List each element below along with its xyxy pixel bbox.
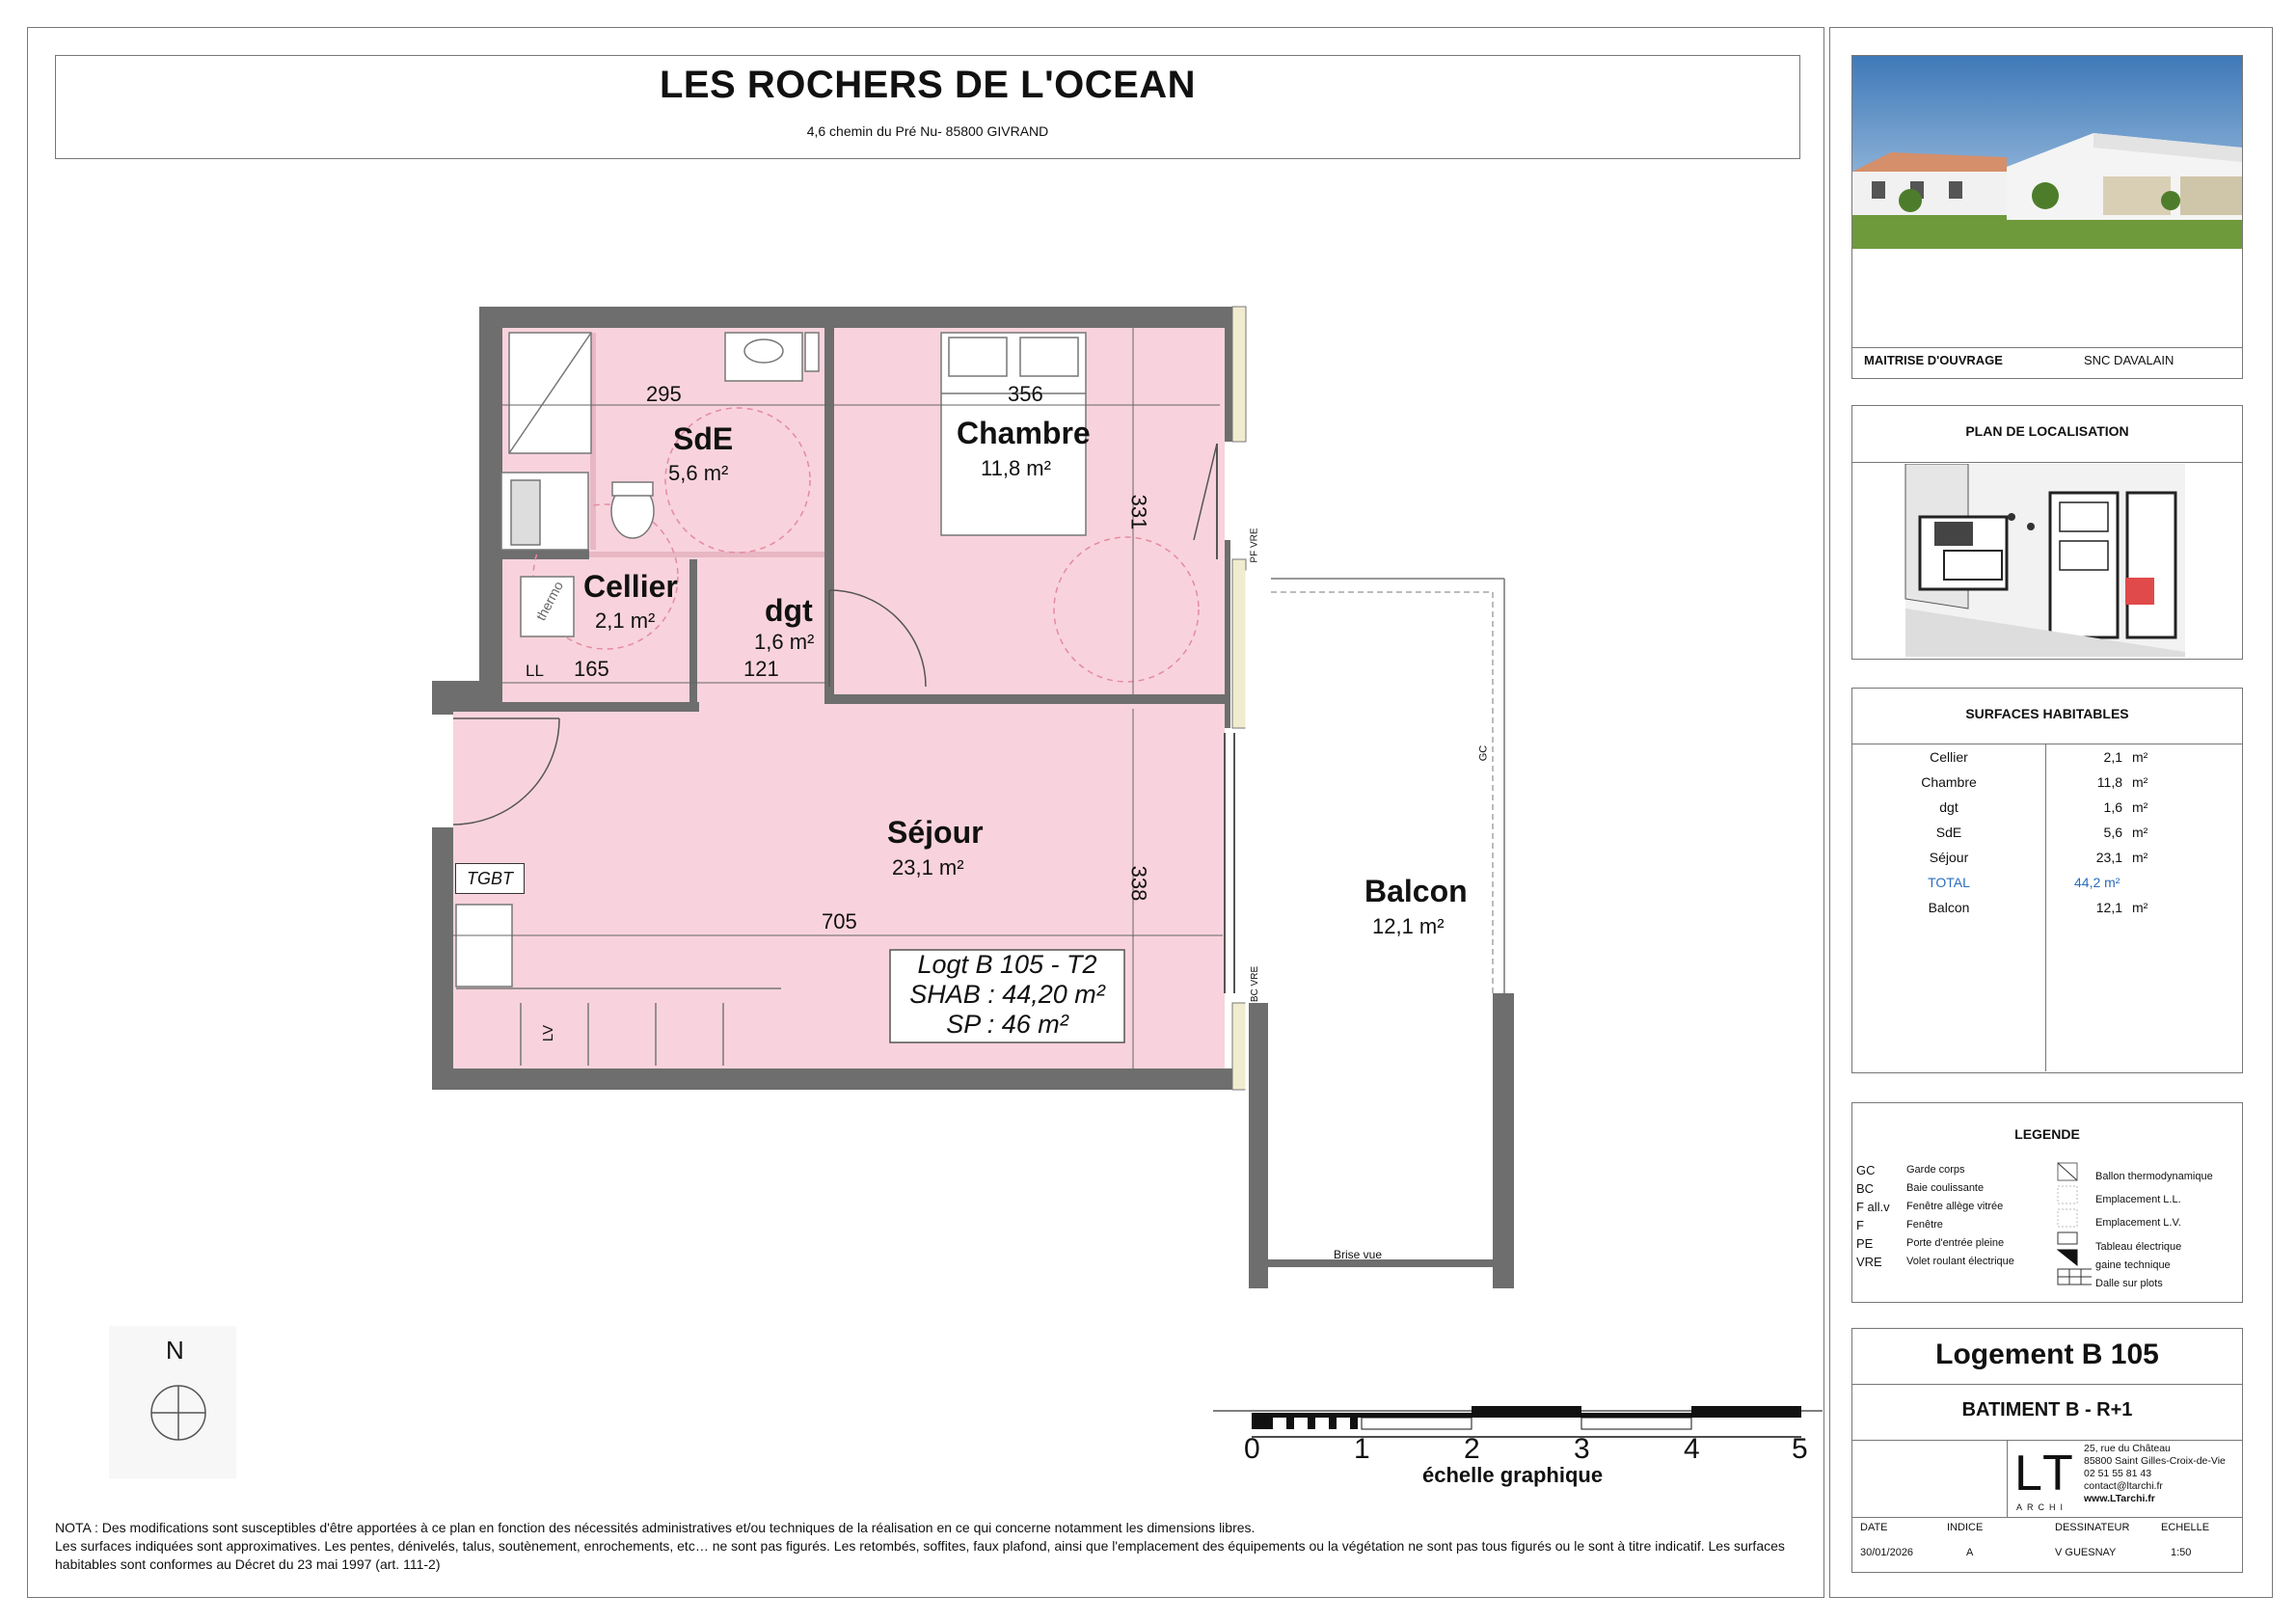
- room-name-sejour: Séjour: [887, 815, 984, 850]
- nota-line-2: Les surfaces indiquées sont approximatives. Les pentes, dénivelés, talus, soutènement, enrochements, etc… ne sont pas figurés. Les retombés, soffites, faux plafond, ainsi que l'emplacement des équipements ou la végétation ne sont pas tous figurés ou le sont à titre indicatif. Les surfaces habitables sont conformes au Décret du 23 mai 1997 (art. 111-2): [55, 1538, 1785, 1572]
- legend-abbr-item: [1856, 1255, 2068, 1273]
- surface-value: 11,8: [2096, 774, 2122, 790]
- scale-label: échelle graphique: [1422, 1463, 1604, 1487]
- office-address: [2084, 1443, 2226, 1505]
- scale-tick-3: 3: [1574, 1433, 1590, 1465]
- legend-symbol-item: Emplacement L.V.: [2095, 1217, 2181, 1229]
- header-indice: INDICE: [1947, 1522, 1984, 1533]
- address-line: www.LTarchi.fr: [2084, 1493, 2155, 1504]
- cooktop: [456, 905, 512, 987]
- room-name-balcon: Balcon: [1364, 874, 1468, 908]
- maitrise-value: SNC DAVALAIN: [2084, 353, 2174, 367]
- dimension-338: 338: [1126, 865, 1151, 902]
- surface-unit: m²: [2132, 850, 2148, 865]
- room-name-chambre: Chambre: [957, 416, 1091, 450]
- legend-text: Porte d'entrée pleine: [1906, 1237, 2005, 1249]
- rendering-box: [1851, 55, 2243, 379]
- page-title: LES ROCHERS DE L'OCEAN: [659, 64, 1197, 106]
- wall-left-upper: [479, 307, 502, 681]
- localisation-map: [1852, 464, 2242, 657]
- room-area-cellier: 2,1 m²: [595, 609, 656, 633]
- legend-symbol-item: Dalle sur plots: [2095, 1278, 2163, 1289]
- legend-symbol-list-2: [2095, 1238, 2181, 1293]
- surface-room: Chambre: [1921, 774, 1977, 790]
- surface-row: [1852, 774, 2242, 799]
- room-area-chambre: 11,8 m²: [981, 456, 1051, 480]
- label-lv: LV: [540, 1024, 557, 1042]
- surface-row: [1852, 749, 2242, 774]
- wall-right-mid: [1225, 540, 1230, 728]
- room-name-cellier: Cellier: [583, 569, 678, 604]
- surface-unit: m²: [2132, 825, 2148, 840]
- building-rendering: [1852, 56, 2242, 287]
- label-ll: LL: [526, 662, 544, 680]
- nota-line-1: NOTA : Des modifications sont susceptibles d'être apportées à ce plan en fonction des nécessités administratives et/ou techniques de la réalisation en ce qui concerne notamment les dimensions libres.: [55, 1520, 1256, 1535]
- title-block: [1851, 1328, 2243, 1573]
- title-block-divider-3: [1852, 1517, 2242, 1518]
- value-date: 30/01/2026: [1860, 1547, 1914, 1558]
- label-gc: GC: [1477, 744, 1490, 762]
- title-block-divider-1: [1852, 1384, 2242, 1385]
- label-brise-vue: Brise vue: [1334, 1248, 1383, 1261]
- surfaces-title: SURFACES HABITABLES: [1965, 706, 2129, 721]
- logo: LT: [2014, 1446, 2077, 1501]
- surface-row: [1852, 850, 2242, 875]
- scale-tick-2: 2: [1464, 1433, 1480, 1465]
- surfaces-table: [1852, 749, 2242, 925]
- legend-text: Garde corps: [1906, 1164, 1965, 1176]
- legend-abbr-item: [1856, 1218, 2068, 1236]
- header-date: DATE: [1860, 1522, 1888, 1533]
- address-line: contact@ltarchi.fr: [2084, 1480, 2163, 1492]
- legend-symbol-item: Tableau électrique: [2095, 1241, 2182, 1253]
- dimension-165: 165: [574, 657, 609, 681]
- surface-room: SdE: [1935, 825, 1962, 840]
- legend-abbr-item: [1856, 1181, 2068, 1200]
- legend-symbol-list: [2095, 1165, 2213, 1234]
- legend-abbr-item: [1856, 1200, 2068, 1218]
- label-pf-vre: PF VRE: [1249, 527, 1260, 563]
- north-label: N: [166, 1336, 184, 1365]
- wall-chambre-bottom: [824, 694, 1225, 704]
- surface-unit: m²: [2132, 900, 2148, 915]
- logo-sub: ARCHI: [2016, 1502, 2068, 1512]
- legende-box: [1851, 1102, 2243, 1303]
- room-name-dgt: dgt: [765, 593, 813, 628]
- value-indice: A: [1966, 1547, 1974, 1558]
- surface-room: Cellier: [1930, 749, 1968, 765]
- legend-code: F all.v: [1856, 1200, 1890, 1214]
- surface-unit: m²: [2132, 799, 2148, 815]
- legend-text: Fenêtre: [1906, 1219, 1943, 1231]
- header-echelle: ECHELLE: [2161, 1522, 2210, 1533]
- localisation-title: PLAN DE LOCALISATION: [1965, 423, 2129, 439]
- maitrise-divider: [1852, 347, 2242, 348]
- surface-row-total: [1852, 875, 2242, 900]
- title-block-divider-2: [1852, 1440, 2242, 1441]
- address-line: 02 51 55 81 43: [2084, 1468, 2152, 1479]
- scale-tick-0: 0: [1244, 1433, 1260, 1465]
- surface-room: TOTAL: [1928, 875, 1970, 890]
- nota-text: [55, 1519, 1810, 1574]
- dimension-356: 356: [1008, 382, 1043, 406]
- batiment-label: BATIMENT B - R+1: [1961, 1399, 2133, 1420]
- wall-cellier-right: [689, 559, 697, 709]
- wall-left-stub: [432, 681, 453, 715]
- legend-text: Baie coulissante: [1906, 1182, 1985, 1194]
- dimension-121: 121: [743, 657, 779, 681]
- surface-value: 2,1: [2103, 749, 2122, 765]
- legend-code: BC: [1856, 1181, 1875, 1196]
- surface-room: Balcon: [1928, 900, 1970, 915]
- logo-divider: [2007, 1440, 2008, 1517]
- surface-row: [1852, 825, 2242, 850]
- dimension-295: 295: [646, 382, 682, 406]
- surface-row: [1852, 900, 2242, 925]
- legend-text: Fenêtre allège vitrée: [1906, 1201, 2004, 1212]
- legende-title: LEGENDE: [2014, 1126, 2080, 1142]
- legend-symbols: [2053, 1161, 2092, 1286]
- room-area-sde: 5,6 m²: [668, 461, 729, 485]
- scale-tick-1: 1: [1354, 1433, 1370, 1465]
- address: 4,6 chemin du Pré Nu- 85800 GIVRAND: [806, 123, 1049, 139]
- wall-top: [479, 307, 1225, 328]
- legend-code: GC: [1856, 1163, 1876, 1177]
- room-name-sde: SdE: [673, 421, 734, 456]
- legend-abbr-item: [1856, 1163, 2068, 1181]
- surface-value: 23,1: [2095, 850, 2122, 865]
- header-dessinateur: DESSINATEUR: [2055, 1522, 2130, 1533]
- legend-symbol-item: gaine technique: [2095, 1259, 2171, 1271]
- legend-symbol-item: Ballon thermodynamique: [2095, 1171, 2213, 1182]
- legend-code: PE: [1856, 1236, 1874, 1251]
- dimension-331: 331: [1126, 494, 1151, 530]
- legend-symbol-item: Emplacement L.L.: [2095, 1194, 2181, 1205]
- localisation-box: [1851, 405, 2243, 660]
- dimension-705: 705: [822, 909, 857, 933]
- legend-abbr-list: [1856, 1163, 2068, 1273]
- surface-room: Séjour: [1929, 850, 1969, 865]
- legend-abbr-item: [1856, 1236, 2068, 1255]
- surface-row: [1852, 799, 2242, 825]
- legend-text: Volet roulant électrique: [1906, 1256, 2014, 1267]
- scale-tick-4: 4: [1684, 1433, 1700, 1465]
- room-area-balcon: 12,1 m²: [1372, 914, 1445, 938]
- surface-unit: m²: [2132, 749, 2148, 765]
- logement-title: Logement B 105: [1935, 1339, 2159, 1370]
- wall-bottom: [432, 1068, 1232, 1090]
- label-tgbt: TGBT: [455, 863, 525, 894]
- address-line: 25, rue du Château: [2084, 1443, 2171, 1454]
- surface-value: 1,6: [2103, 799, 2122, 815]
- unit-line-1: Logt B 105 - T2: [917, 950, 1097, 979]
- surface-room: dgt: [1939, 799, 1958, 815]
- surface-value: 44,2 m²: [2074, 875, 2120, 890]
- room-area-sejour: 23,1 m²: [892, 855, 964, 879]
- maitrise-label: MAITRISE D'OUVRAGE: [1864, 353, 2003, 367]
- unit-box: [890, 950, 1124, 1040]
- value-dessinateur: V GUESNAY: [2055, 1547, 2117, 1558]
- unit-line-3: SP : 46 m²: [946, 1010, 1068, 1039]
- room-area-dgt: 1,6 m²: [754, 630, 815, 654]
- surface-value: 5,6: [2103, 825, 2122, 840]
- localisation-divider: [1852, 462, 2242, 463]
- wall-left-lower: [432, 827, 453, 1088]
- wall-cellier-bottom: [453, 702, 699, 712]
- scale-bar: [1213, 1406, 1823, 1437]
- surface-unit: m²: [2132, 774, 2148, 790]
- legend-code: VRE: [1856, 1255, 1882, 1269]
- label-thermo: thermo: [532, 579, 567, 623]
- surfaces-box: [1851, 688, 2243, 1073]
- address-line: 85800 Saint Gilles-Croix-de-Vie: [2084, 1455, 2226, 1467]
- unit-line-2: SHAB : 44,20 m²: [909, 980, 1105, 1009]
- surface-value: 12,1: [2095, 900, 2122, 915]
- label-bc-vre: BC VRE: [1250, 965, 1261, 1003]
- value-echelle: 1:50: [2171, 1547, 2192, 1558]
- scale-tick-5: 5: [1792, 1433, 1808, 1465]
- legend-code: F: [1856, 1218, 1864, 1232]
- wall-sde-bottom: [502, 550, 589, 559]
